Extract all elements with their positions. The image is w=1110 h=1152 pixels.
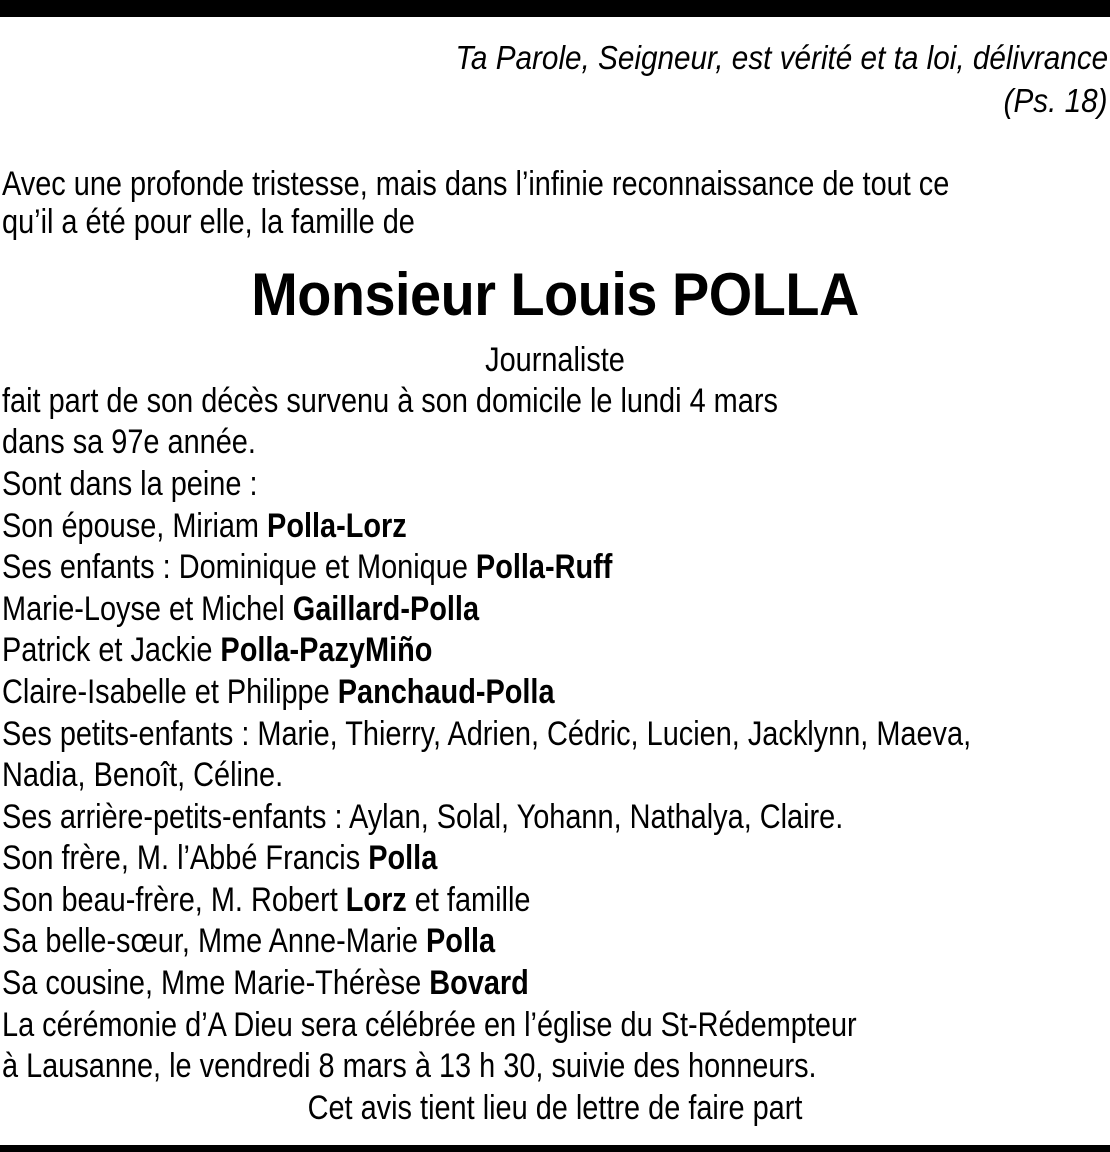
mourner-relation: Son épouse, Miriam: [2, 507, 268, 545]
deceased-profession: Journaliste: [485, 341, 625, 379]
ceremony-line-2: à Lausanne, le vendredi 8 mars à 13 h 30, suivie des honneurs.: [2, 1047, 817, 1085]
mourner-surname: Polla-Ruff: [475, 548, 613, 586]
announcement-line-1: fait part de son décès survenu à son domicile le lundi 4 mars: [2, 382, 778, 420]
mourner-relation: Claire-Isabelle et Philippe: [2, 673, 338, 711]
mourner-surname: Gaillard-Polla: [292, 590, 480, 628]
intro-line-1: Avec une profonde tristesse, mais dans l’infinie reconnaissance de tout ce: [2, 165, 950, 203]
deceased-name: Monsieur Louis POLLA: [251, 261, 859, 328]
ceremony-line-1: La cérémonie d’A Dieu sera célébrée en l’église du St-Rédempteur: [2, 1006, 857, 1044]
relative-line: [2, 880, 530, 920]
verse-text: Ta Parole, Seigneur, est vérité et ta loi, délivrance: [455, 39, 1108, 76]
relative-relation: Son beau-frère, M. Robert: [2, 881, 346, 919]
mourner-line: [2, 589, 479, 629]
mourner-relation: Patrick et Jackie: [2, 631, 221, 669]
relative-line: [2, 921, 495, 961]
relative-relation: Son frère, M. l’Abbé Francis: [2, 839, 369, 877]
relative-surname: Polla: [368, 839, 438, 877]
announcement-line-2: dans sa 97e année.: [2, 423, 256, 461]
relative-surname: Polla: [426, 922, 496, 960]
grandchildren-line-1: Ses petits-enfants : Marie, Thierry, Adrien, Cédric, Lucien, Jacklynn, Maeva,: [2, 715, 972, 753]
mourner-surname: Polla-PazyMiño: [220, 631, 433, 669]
intro-line-2: qu’il a été pour elle, la famille de: [2, 203, 415, 241]
relative-line: [2, 838, 437, 878]
announcement-line-3: Sont dans la peine :: [2, 465, 258, 503]
mourner-line: [2, 672, 555, 712]
relative-relation: Sa belle-sœur, Mme Anne-Marie: [2, 922, 427, 960]
mourner-line: [2, 506, 407, 546]
bottom-border-rule: [0, 1145, 1110, 1152]
relative-suffix: et famille: [406, 881, 531, 919]
relative-surname: Bovard: [429, 964, 529, 1002]
verse-reference: (Ps. 18): [1004, 82, 1108, 119]
grandchildren-line-2: Nadia, Benoît, Céline.: [2, 756, 284, 794]
mourner-line: [2, 547, 612, 587]
relative-relation: Sa cousine, Mme Marie-Thérèse: [2, 964, 430, 1002]
mourner-relation: Ses enfants : Dominique et Monique: [2, 548, 476, 586]
mourner-line: [2, 630, 432, 670]
mourner-relation: Marie-Loyse et Michel: [2, 590, 293, 628]
mourner-surname: Panchaud-Polla: [337, 673, 555, 711]
relative-surname: Lorz: [345, 881, 407, 919]
great-grandchildren-line: Ses arrière-petits-enfants : Aylan, Solal, Yohann, Nathalya, Claire.: [2, 798, 844, 836]
mourner-surname: Polla-Lorz: [267, 507, 407, 545]
footer-note: Cet avis tient lieu de lettre de faire part: [307, 1089, 803, 1127]
relative-line: [2, 963, 529, 1003]
